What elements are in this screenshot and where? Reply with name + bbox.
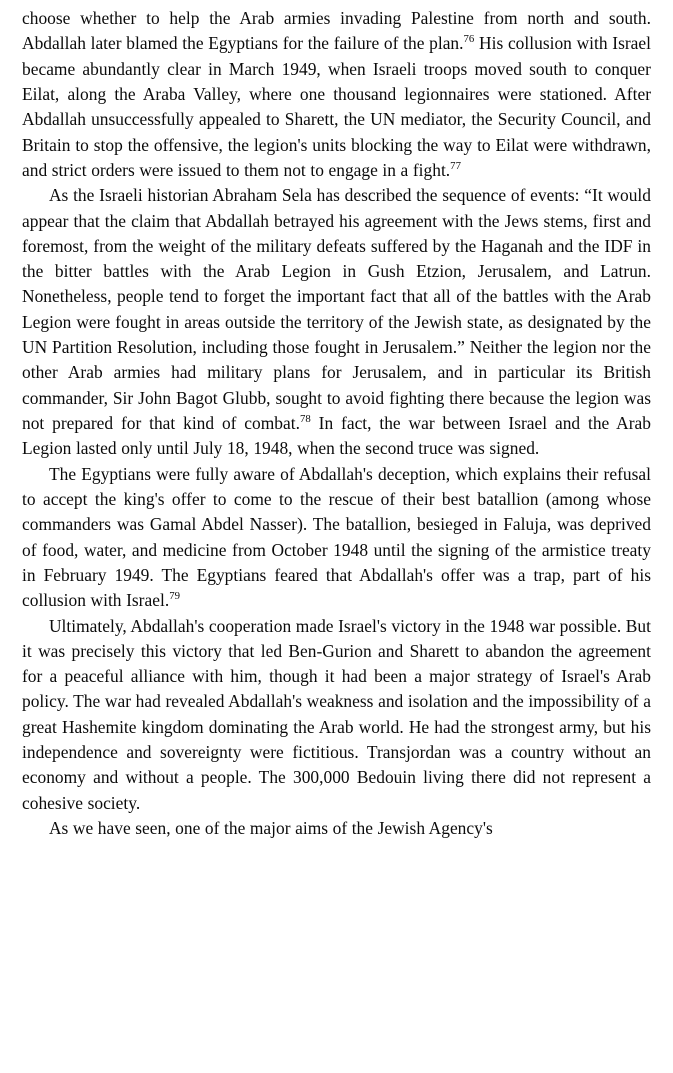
- page-body: [22, 6, 651, 841]
- paragraph-text: Ultimately, Abdallah's cooperation made Israel's victory in the 1948 war possible. But it was precisely this victory that led Ben-Gurion and Sharett to abandon the agreement for a peaceful alliance with him, though it had been a major strategy of Israel's Arab policy. The war had revealed Abdallah's weakness and isolation and the impossibility of a great Hashemite kingdom dominating the Arab world. He had the strongest army, but his independence and sovereignty were fictitious. Transjordan was a country without an economy and without a people. The 300,000 Bedouin living there did not represent a cohesive society.: [22, 615, 651, 813]
- paragraph-text-continued: His collusion with Israel became abundantly clear in March 1949, when Israeli troops moved south to conquer Eilat, along the Araba Valley, where one thousand legionnaires were stationed. After Abdallah unsuccessfully appealed to Sharett, the UN mediator, the Security Council, and Britain to stop the offensive, the legion's units blocking the way to Eilat were withdrawn, and strict orders were issued to them not to engage in a fight.: [22, 33, 651, 180]
- paragraph: [22, 462, 651, 614]
- paragraph: [22, 6, 651, 183]
- paragraph-text: As we have seen, one of the major aims of the Jewish Agency's: [48, 818, 493, 838]
- paragraph-text-continued: In fact, the war between Israel and the Arab Legion lasted only until July 18, 1948, when the second truce was signed.: [22, 413, 651, 459]
- paragraph: [22, 816, 651, 841]
- footnote-marker: 78: [300, 413, 311, 426]
- paragraph: [22, 183, 651, 461]
- paragraph-text: choose whether to help the Arab armies invading Palestine from north and south. Abdallah later blamed the Egyptians for the failure of the plan.: [22, 8, 651, 54]
- paragraph: [22, 614, 651, 817]
- footnote-marker: 79: [169, 590, 180, 603]
- footnote-marker: 77: [450, 160, 461, 173]
- paragraph-text: The Egyptians were fully aware of Abdallah's deception, which explains their refusal to accept the king's offer to come to the rescue of their best batallion (among whose commanders was Gamal Abdel Nasser). The batallion, besieged in Faluja, was deprived of food, water, and medicine from October 1948 until the signing of the armistice treaty in February 1949. The Egyptians feared that Abdallah's offer was a trap, part of his collusion with Israel.: [22, 463, 651, 611]
- paragraph-text: As the Israeli historian Abraham Sela has described the sequence of events: “It would appear that the claim that Abdallah betrayed his agreement with the Jews stems, first and foremost, from the weight of the military defeats suffered by the Haganah and the IDF in the bitter battles with the Arab Legion in Gush Etzion, Jerusalem, and Latrun. Nonetheless, people tend to forget the important fact that all of the battles with the Arab Legion were fought in areas outside the territory of the Jewish state, as designated by the UN Partition Resolution, including those fought in Jerusalem.” Neither the legion nor the other Arab armies had military plans for Jerusalem, and in particular its British commander, Sir John Bagot Glubb, sought to avoid fighting there because the legion was not prepared for that kind of combat.: [22, 185, 651, 433]
- footnote-marker: 76: [463, 33, 475, 46]
